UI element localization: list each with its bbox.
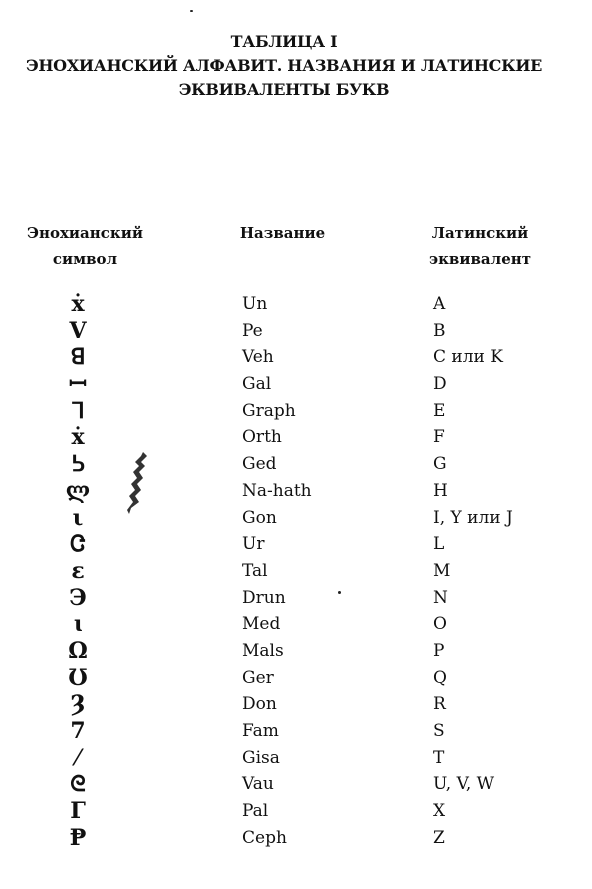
enochian-glyph: 7	[70, 718, 86, 744]
table-row	[0, 371, 592, 398]
letter-name: Tal	[242, 560, 268, 581]
latin-equivalent: L	[433, 534, 445, 555]
table-row	[0, 798, 592, 825]
scan-speck	[190, 10, 193, 12]
letter-name: Ceph	[242, 827, 287, 848]
letter-name: Gal	[242, 374, 272, 395]
table-row	[0, 585, 592, 612]
table-row	[0, 478, 592, 505]
table-row	[0, 825, 592, 852]
enochian-glyph: ẋ	[71, 291, 85, 317]
table-row	[0, 424, 592, 451]
enochian-glyph: Ꮳ	[70, 531, 86, 558]
table-row	[0, 638, 592, 665]
table-row	[0, 344, 592, 371]
enochian-glyph: V	[69, 317, 87, 344]
letter-name: Drun	[242, 587, 286, 608]
table-row	[0, 505, 592, 532]
enochian-glyph: ᘓ	[70, 771, 86, 798]
enochian-glyph: ᕊ	[71, 451, 85, 478]
enochian-glyph: ε	[71, 557, 85, 584]
latin-equivalent: Q	[433, 667, 447, 688]
enochian-glyph: Ω	[68, 637, 88, 664]
letter-name: Na-hath	[242, 480, 312, 501]
header-symbol	[10, 220, 160, 272]
latin-equivalent: T	[433, 747, 445, 768]
letter-name: Don	[242, 694, 277, 715]
letter-name: Orth	[242, 427, 282, 448]
header-latin-line-1: Латинский	[431, 224, 529, 242]
table-row	[0, 531, 592, 558]
table-title	[0, 30, 568, 102]
letter-name: Gon	[242, 507, 277, 528]
enochian-glyph: Ʊ	[68, 664, 88, 691]
enochian-glyph: ɩ	[73, 611, 83, 638]
table-row	[0, 558, 592, 585]
letter-name: Fam	[242, 721, 279, 741]
latin-equivalent: R	[433, 694, 446, 715]
table-row	[0, 745, 592, 772]
letter-name: Pe	[242, 320, 263, 341]
latin-equivalent: S	[433, 721, 445, 741]
latin-equivalent: Z	[433, 827, 445, 848]
latin-equivalent: I, Y или J	[433, 507, 513, 528]
header-latin-line-2: эквивалент	[428, 250, 532, 268]
letter-name: Un	[242, 294, 268, 314]
enochian-glyph: Ᵽ	[69, 824, 87, 851]
table-row	[0, 318, 592, 345]
table-row	[0, 291, 592, 318]
letter-name: Ged	[242, 454, 277, 475]
scan-speck	[338, 591, 341, 594]
letter-name: Med	[242, 614, 281, 635]
header-latin	[410, 220, 550, 272]
table-row	[0, 665, 592, 692]
latin-equivalent: C или K	[433, 347, 503, 368]
title-line-2: ЭНОХИАНСКИЙ АЛФАВИТ. НАЗВАНИЯ И ЛАТИНСКИЕ	[25, 56, 543, 75]
table-row	[0, 398, 592, 425]
enochian-glyph: Γ	[70, 798, 86, 825]
ink-smudge	[125, 450, 151, 516]
enochian-glyph: Э	[69, 584, 87, 611]
alphabet-table	[0, 291, 592, 851]
letter-name: Graph	[242, 400, 296, 421]
latin-equivalent: H	[433, 480, 448, 501]
latin-equivalent: D	[433, 374, 447, 395]
letter-name: Gisa	[242, 747, 280, 768]
enochian-glyph: ᒣ	[71, 397, 85, 424]
latin-equivalent: F	[433, 427, 445, 448]
latin-equivalent: U, V, W	[433, 774, 495, 795]
table-row	[0, 451, 592, 478]
enochian-glyph: ι	[72, 504, 84, 531]
latin-equivalent: X	[433, 801, 446, 822]
letter-name: Mals	[242, 640, 284, 661]
title-line-1: ТАБЛИЦА I	[230, 32, 338, 51]
enochian-glyph: ꟷ	[69, 371, 87, 398]
enochian-glyph: ẋ	[71, 424, 85, 451]
latin-equivalent: E	[433, 400, 446, 421]
header-symbol-line-2: символ	[52, 250, 118, 268]
enochian-glyph: ⁄	[76, 744, 80, 771]
latin-equivalent: P	[433, 640, 445, 661]
header-symbol-line-1: Энохианский	[27, 224, 143, 242]
table-row	[0, 691, 592, 718]
latin-equivalent: B	[433, 320, 446, 341]
header-name	[225, 220, 340, 246]
latin-equivalent: M	[433, 560, 451, 581]
letter-name: Ur	[242, 534, 265, 555]
table-row	[0, 718, 592, 745]
title-line-3: ЭКВИВАЛЕНТЫ БУКВ	[178, 80, 390, 99]
header-name-text: Название	[239, 224, 326, 242]
latin-equivalent: A	[433, 294, 446, 314]
enochian-glyph: ლ	[65, 477, 91, 504]
letter-name: Veh	[242, 347, 274, 368]
table-row	[0, 771, 592, 798]
letter-name: Pal	[242, 801, 269, 822]
letter-name: Vau	[242, 774, 274, 795]
latin-equivalent: N	[433, 587, 448, 608]
enochian-glyph: ꓭ	[70, 344, 86, 371]
latin-equivalent: O	[433, 614, 447, 635]
letter-name: Ger	[242, 667, 274, 688]
latin-equivalent: G	[433, 454, 447, 475]
enochian-glyph: Ȝ	[70, 691, 86, 718]
table-row	[0, 611, 592, 638]
